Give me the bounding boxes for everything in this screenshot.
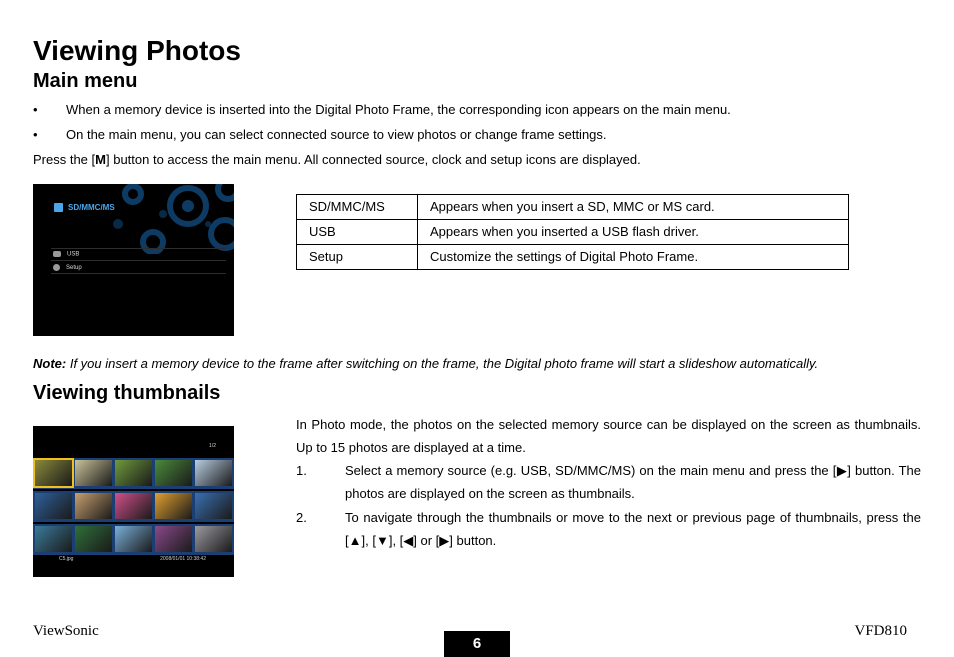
thumbnail-tile [35,526,72,552]
table-row: Setup Customize the settings of Digital Photo Frame. [297,245,849,270]
decorative-circles [103,184,234,254]
thumbnail-tile [195,493,232,519]
step-text: To navigate through the thumbnails or move to the next or previous page of thumbnails, press the [▲], [▼], [◀] or [▶] button. [345,510,921,548]
step-text: Select a memory source (e.g. USB, SD/MMC/MS) on the main menu and press the [▶] button. The photos are displayed on the screen as thumbnails. [345,463,921,501]
down-arrow-icon: ▼ [375,533,389,548]
thumbnail-tile [115,526,152,552]
sd-card-icon [54,203,63,212]
page-indicator: 1/2 [209,443,216,449]
main-menu-heading: Main menu [33,70,138,92]
page-number: 6 [444,631,510,657]
m-key: M [95,152,106,167]
thumbnail-tile [115,493,152,519]
right-arrow-icon: ▶ [836,463,848,478]
table-row: USB Appears when you inserted a USB flash driver. [297,220,849,245]
right-arrow-icon: ▶ [439,533,450,548]
left-arrow-icon: ◀ [403,533,414,548]
source-icon-table [296,194,849,270]
thumbnail-tile [155,460,192,486]
step-number: 2. [296,510,307,525]
thumbnail-tile [75,460,112,486]
thumbnail-screenshot [33,426,234,577]
bullet-text: When a memory device is inserted into the Digital Photo Frame, the corresponding icon appears on the main menu. [66,102,731,117]
file-name: C5.jpg [59,556,74,562]
thumbnail-tile [35,493,72,519]
footer-brand: ViewSonic [33,623,99,639]
usb-icon [53,251,61,257]
page-title: Viewing Photos [33,35,241,66]
up-arrow-icon: ▲ [348,533,362,548]
thumbnail-row [33,524,234,555]
bullet-dot: • [33,127,38,142]
thumbnail-tile [115,460,152,486]
menu-divider [51,248,226,249]
menu-divider [51,260,226,261]
menu-divider [51,273,226,274]
main-menu-screenshot [33,184,234,336]
main-menu-instruction: Press the [M] button to access the main menu. All connected source, clock and setup icons are displayed. [33,152,641,167]
thumbnail-row [33,458,234,489]
thumbnail-tile [195,526,232,552]
thumbnails-heading: Viewing thumbnails [33,382,221,404]
thumbnails-intro: In Photo mode, the photos on the selected memory source can be displayed on the screen as thumbnails. Up to 15 photos are displayed at a time. [296,417,921,455]
thumbnail-tile [75,526,112,552]
bullet-dot: • [33,102,38,117]
thumbnail-tile [155,493,192,519]
footer-model: VFD810 [854,623,907,639]
menu-item-setup: Setup [53,264,82,271]
step-number: 1. [296,463,307,478]
thumbnail-tile [195,460,232,486]
thumbnail-tile [155,526,192,552]
thumbnail-tile [35,460,72,486]
thumbnail-tile [75,493,112,519]
bullet-text: On the main menu, you can select connected source to view photos or change frame settings. [66,127,607,142]
table-row: SD/MMC/MS Appears when you insert a SD, MMC or MS card. [297,195,849,220]
note-text: Note: If you insert a memory device to the frame after switching on the frame, the Digital photo frame will start a slideshow automatically. [33,356,819,371]
source-label: SD/MMC/MS [68,203,115,212]
date-time: 2008/01/01 10:38:42 [160,556,206,562]
gear-icon [53,264,60,271]
thumbnail-row [33,491,234,522]
menu-item-usb: USB [53,251,79,258]
